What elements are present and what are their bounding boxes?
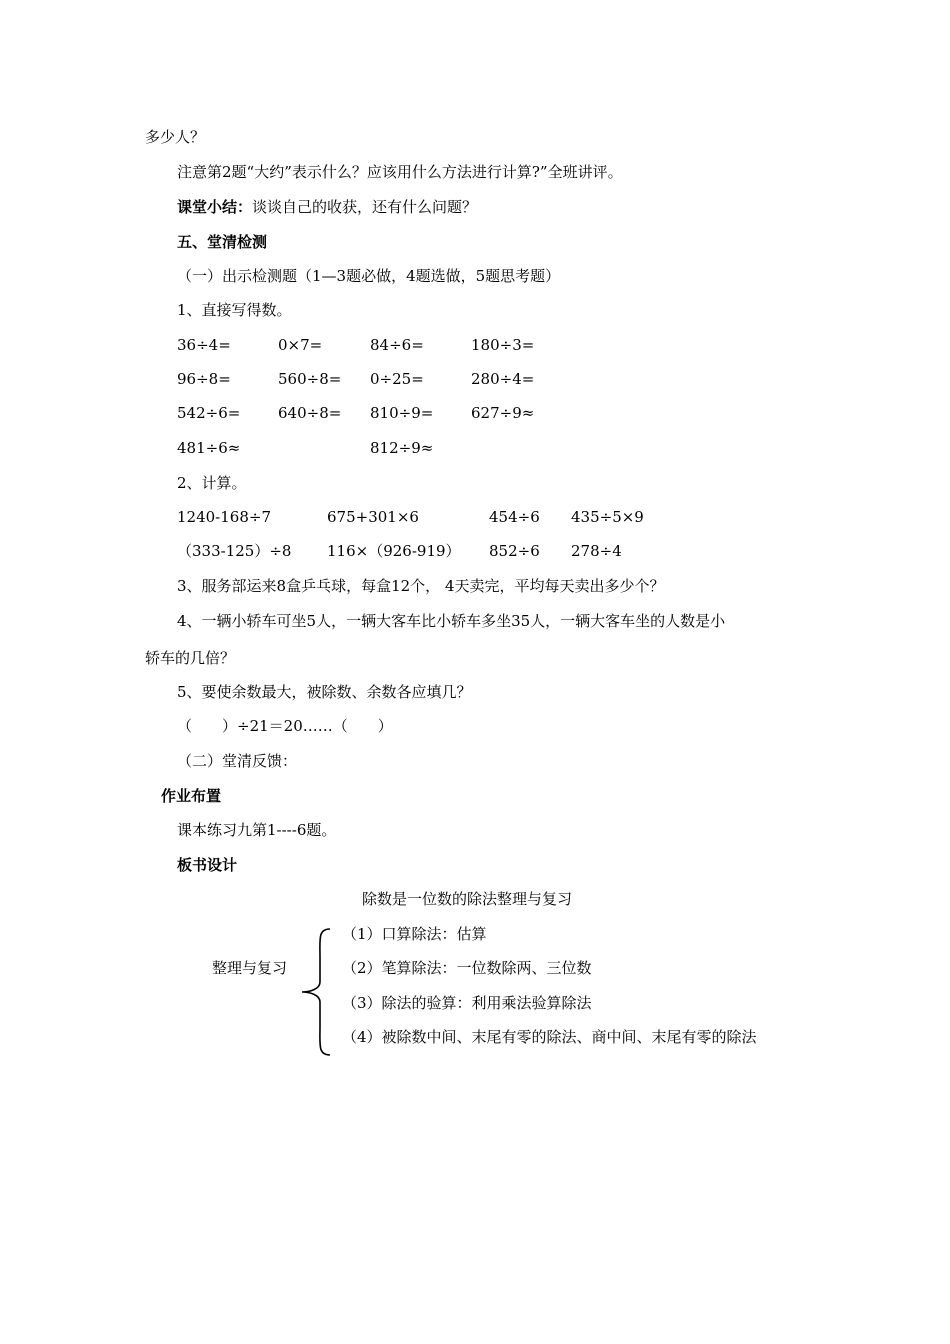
summary-text: 谈谈自己的收获，还有什么问题？: [252, 198, 478, 216]
question-4-cont: 轿车的几倍？: [145, 649, 236, 667]
q1-cell: 560÷8=: [278, 370, 342, 388]
q2-cell: 675+301×6: [327, 508, 419, 526]
board-item: （1）口算除法：估算: [342, 925, 487, 943]
q1-cell: 810÷9=: [370, 404, 434, 422]
homework-heading: 作业布置: [161, 787, 222, 805]
question-2: 2、计算。: [177, 474, 247, 492]
summary-label: 课堂小结：: [177, 198, 253, 216]
board-heading: 板书设计: [177, 856, 238, 874]
text-line: （一）出示检测题（1—3题必做，4题选做，5题思考题）: [177, 267, 561, 285]
summary-line: [177, 197, 477, 217]
board-item: （2）笔算除法：一位数除两、三位数: [342, 959, 592, 977]
curly-brace-icon: [298, 927, 332, 1057]
question-3: 3、服务部运来8盒乒乓球，每盒12个， 4天卖完，平均每天卖出多少个？: [177, 577, 665, 595]
q2-cell: 1240-168÷7: [177, 508, 271, 526]
q1-cell: 542÷6=: [177, 404, 241, 422]
q1-cell: 280÷4=: [471, 370, 535, 388]
q1-cell: 0÷25=: [370, 370, 424, 388]
board-title: 除数是一位数的除法整理与复习: [362, 890, 573, 908]
q2-cell: 454÷6: [489, 508, 540, 526]
text-line: 多少人？: [145, 128, 206, 146]
section-heading: 五、堂清检测: [177, 233, 268, 251]
q1-cell: 96÷8=: [177, 370, 231, 388]
question-5: 5、要使余数最大，被除数、余数各应填几？: [177, 683, 472, 701]
q1-cell: 627÷9≈: [471, 404, 535, 422]
q2-cell: 278÷4: [571, 542, 622, 560]
question-4: 4、一辆小轿车可坐5人，一辆大客车比小轿车多坐35人，一辆大客车坐的人数是小: [177, 612, 726, 630]
board-item: （4）被除数中间、末尾有零的除法、商中间、末尾有零的除法: [342, 1028, 757, 1046]
q2-cell: 116×（926-919）: [327, 542, 461, 560]
board-item: （3）除法的验算：利用乘法验算除法: [342, 994, 592, 1012]
q1-cell: 0×7=: [278, 336, 323, 354]
q2-cell: （333-125）÷8: [177, 542, 292, 560]
question-5-equation: （ ）÷21＝20……（ ）: [177, 717, 393, 735]
board-left-label: 整理与复习: [212, 959, 288, 977]
q2-cell: 435÷5×9: [571, 508, 644, 526]
text-line: 注意第2题“大约”表示什么？应该用什么方法进行计算?”全班讲评。: [177, 163, 623, 181]
q1-cell: 481÷6≈: [177, 439, 241, 457]
q1-cell: 640÷8=: [278, 404, 342, 422]
question-1: 1、直接写得数。: [177, 301, 292, 319]
q1-cell: 812÷9≈: [370, 439, 434, 457]
feedback-line: （二）堂清反馈：: [177, 752, 298, 770]
homework-text: 课本练习九第1----6题。: [177, 821, 337, 839]
q1-cell: 180÷3=: [471, 336, 535, 354]
q2-cell: 852÷6: [489, 542, 540, 560]
q1-cell: 84÷6=: [370, 336, 424, 354]
q1-cell: 36÷4=: [177, 336, 231, 354]
